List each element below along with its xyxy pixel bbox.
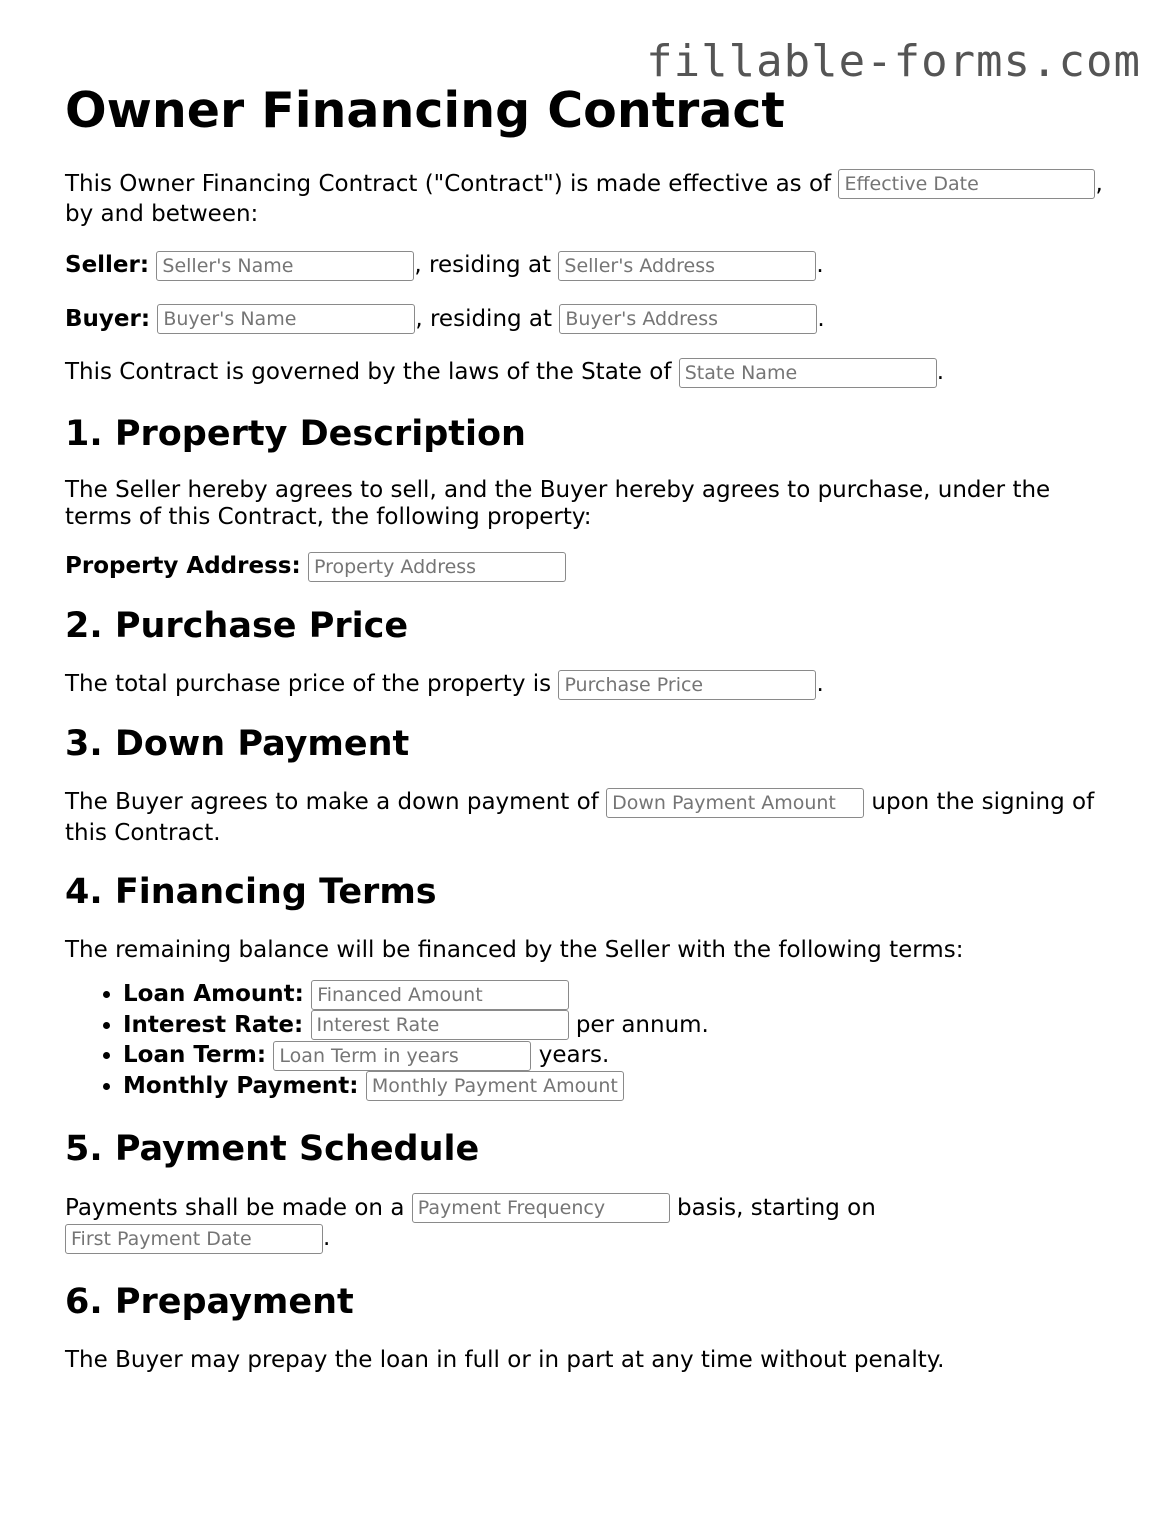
purchase-price-text: The total purchase price of the property is <box>65 671 552 698</box>
buyer-residing-text: , residing at <box>415 305 553 332</box>
section-5-heading: 5. Payment Schedule <box>65 1129 480 1170</box>
payment-schedule-text: Payments shall be made on a <box>65 1194 405 1221</box>
governing-text: This Contract is governed by the laws of the State of <box>65 359 672 386</box>
list-item <box>123 1071 1105 1102</box>
intro-text: This Owner Financing Contract ("Contract") is made effective as of <box>65 170 832 197</box>
payment-schedule-middle: basis, starting on <box>677 1194 876 1221</box>
seller-residing-text: , residing at <box>414 252 552 279</box>
loan-amount-label: Loan Amount: <box>123 981 304 1008</box>
loan-term-input[interactable] <box>273 1041 531 1071</box>
monthly-payment-label: Monthly Payment: <box>123 1072 359 1099</box>
list-item <box>123 979 1105 1010</box>
loan-term-label: Loan Term: <box>123 1042 267 1069</box>
seller-name-input[interactable] <box>156 251 414 281</box>
buyer-label: Buyer: <box>65 305 151 332</box>
financing-terms-text: The remaining balance will be financed by the Seller with the following terms: <box>65 937 964 964</box>
payment-frequency-input[interactable] <box>412 1193 670 1223</box>
down-payment-text: The Buyer agrees to make a down payment of <box>65 789 599 816</box>
property-address-label: Property Address: <box>65 553 301 580</box>
payment-schedule-paragraph <box>65 1193 1105 1254</box>
governing-law-line <box>65 357 1105 388</box>
contract-document <box>65 82 1105 1375</box>
section-6-heading: 6. Prepayment <box>65 1281 354 1322</box>
section-1-text: The Seller hereby agrees to sell, and the Buyer hereby agrees to purchase, under the terms of this Contract, the following property: <box>65 477 1051 531</box>
section-3-heading: 3. Down Payment <box>65 723 410 764</box>
down-payment-text-after: upon the signing of this Contract. <box>65 789 1095 846</box>
buyer-end: . <box>817 305 825 332</box>
down-payment-paragraph <box>65 787 1105 848</box>
purchase-price-line <box>65 669 1105 700</box>
list-item <box>123 1040 1105 1071</box>
state-name-input[interactable] <box>679 358 937 388</box>
buyer-line <box>65 304 1105 335</box>
loan-term-suffix: years. <box>538 1042 610 1069</box>
seller-address-input[interactable] <box>558 251 816 281</box>
intro-paragraph <box>65 169 1105 230</box>
financing-terms-list <box>65 979 1105 1101</box>
buyer-address-input[interactable] <box>559 304 817 334</box>
seller-label: Seller: <box>65 252 150 279</box>
intro-comma: , <box>1095 170 1103 197</box>
purchase-price-end: . <box>816 671 824 698</box>
intro-text-line2: by and between: <box>65 201 259 228</box>
property-address-input[interactable] <box>308 552 566 582</box>
governing-end: . <box>936 359 945 386</box>
seller-line <box>65 250 1105 281</box>
buyer-name-input[interactable] <box>157 304 415 334</box>
list-item <box>123 1010 1105 1041</box>
loan-amount-input[interactable] <box>311 980 569 1010</box>
effective-date-input[interactable] <box>838 169 1095 199</box>
seller-end: . <box>816 252 824 279</box>
payment-schedule-end: . <box>323 1225 331 1252</box>
interest-rate-input[interactable] <box>311 1010 569 1040</box>
purchase-price-input[interactable] <box>558 670 816 700</box>
interest-rate-suffix: per annum. <box>575 1011 709 1038</box>
down-payment-input[interactable] <box>606 788 864 818</box>
monthly-payment-input[interactable] <box>366 1071 624 1101</box>
section-4-heading: 4. Financing Terms <box>65 871 437 912</box>
section-1-heading: 1. Property Description <box>65 413 526 454</box>
first-payment-date-input[interactable] <box>65 1224 323 1254</box>
property-address-line <box>65 551 1105 582</box>
section-2-heading: 2. Purchase Price <box>65 605 409 646</box>
page-title: Owner Financing Contract <box>65 82 785 139</box>
prepayment-text: The Buyer may prepay the loan in full or in part at any time without penalty. <box>65 1347 945 1374</box>
watermark: fillable-forms.com <box>646 36 1141 87</box>
interest-rate-label: Interest Rate: <box>123 1011 304 1038</box>
